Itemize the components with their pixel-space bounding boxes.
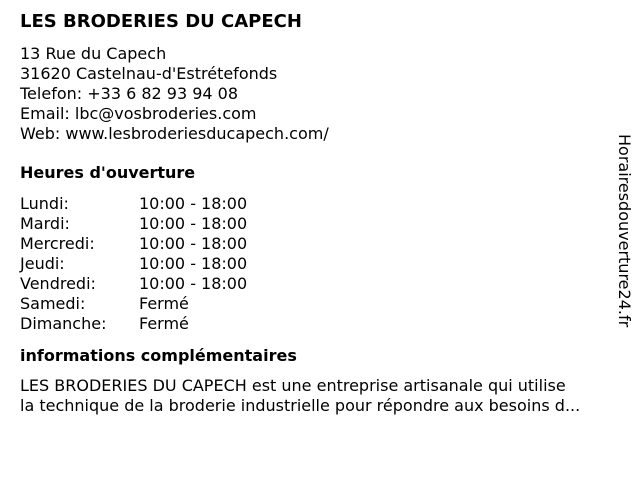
business-card — [20, 10, 620, 416]
day-hours: 10:00 - 18:00 — [139, 254, 248, 273]
day-label: Mercredi: — [20, 234, 95, 253]
hours-table — [20, 194, 620, 334]
hours-row-sunday — [20, 314, 620, 334]
hours-row-tuesday — [20, 214, 620, 234]
contact-block — [20, 44, 620, 144]
day-label: Mardi: — [20, 214, 70, 233]
website-address: Web: www.lesbroderiesducapech.com/ — [20, 124, 329, 143]
site-watermark: Horairesdouverture24.fr — [615, 134, 634, 328]
day-hours: 10:00 - 18:00 — [139, 214, 248, 233]
day-hours: 10:00 - 18:00 — [139, 234, 248, 253]
info-line: LES BRODERIES DU CAPECH est une entreprise artisanale qui utilise — [20, 376, 566, 395]
hours-row-monday — [20, 194, 620, 214]
day-hours: 10:00 - 18:00 — [139, 274, 248, 293]
day-hours: Fermé — [139, 314, 189, 333]
day-label: Vendredi: — [20, 274, 96, 293]
info-heading: informations complémentaires — [20, 346, 297, 365]
day-hours: Fermé — [139, 294, 189, 313]
business-name: LES BRODERIES DU CAPECH — [20, 11, 302, 32]
day-hours: 10:00 - 18:00 — [139, 194, 248, 213]
hours-row-saturday — [20, 294, 620, 314]
hours-heading: Heures d'ouverture — [20, 163, 196, 182]
email-address: Email: lbc@vosbroderies.com — [20, 104, 257, 123]
day-label: Lundi: — [20, 194, 69, 213]
hours-row-thursday — [20, 254, 620, 274]
info-description — [20, 376, 630, 416]
hours-row-friday — [20, 274, 620, 294]
day-label: Samedi: — [20, 294, 86, 313]
phone-number: Telefon: +33 6 82 93 94 08 — [20, 84, 239, 103]
info-line: la technique de la broderie industrielle pour répondre aux besoins d... — [20, 396, 581, 415]
hours-row-wednesday — [20, 234, 620, 254]
street-address: 13 Rue du Capech — [20, 44, 167, 63]
day-label: Jeudi: — [20, 254, 65, 273]
city-address: 31620 Castelnau-d'Estrétefonds — [20, 64, 278, 83]
day-label: Dimanche: — [20, 314, 107, 333]
